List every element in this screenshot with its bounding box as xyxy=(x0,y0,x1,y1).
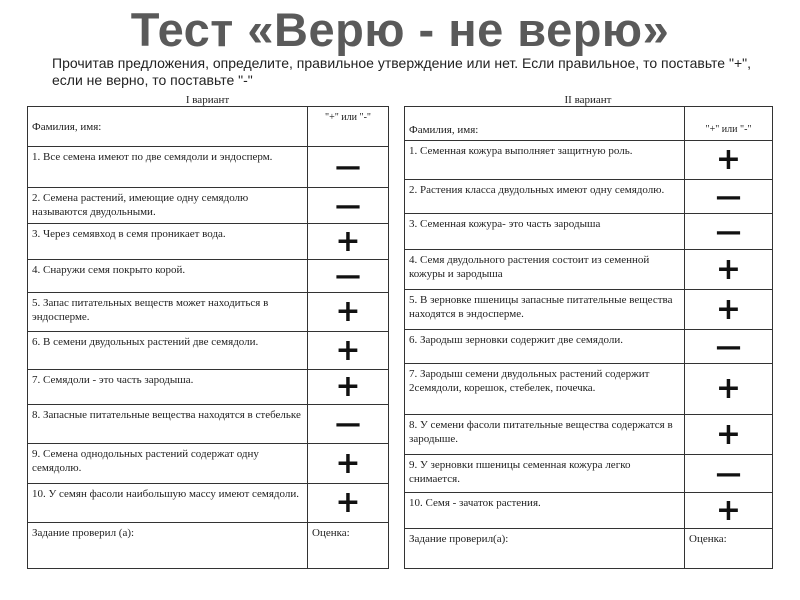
answer-cell xyxy=(308,444,389,484)
mark-header-cell: "+" или "-" xyxy=(308,107,389,147)
table-row xyxy=(28,370,389,405)
name-label-cell: Фамилия, имя: xyxy=(28,107,308,147)
table-row xyxy=(28,260,389,293)
plus-mark: + xyxy=(715,142,742,177)
minus-mark: — xyxy=(335,409,361,439)
table-row xyxy=(28,444,389,484)
table-row xyxy=(405,250,773,290)
plus-mark: + xyxy=(335,223,361,259)
table-row xyxy=(28,293,389,332)
plus-mark: + xyxy=(335,445,361,481)
statement-text: 1. Все семена имеют по две семядоли и эндосперм. xyxy=(28,147,308,188)
plus-mark: + xyxy=(715,251,742,287)
grade-cell: Оценка: xyxy=(308,523,389,569)
table-row xyxy=(405,330,773,364)
statement-text: 9. Семена однодольных растений содержат одну семядолю. xyxy=(28,444,308,484)
statement-text: 10. Семя - зачаток растения. xyxy=(405,493,685,529)
statement-text: 2. Семена растений, имеющие одну семядолю называются двудольными. xyxy=(28,188,308,224)
table-row xyxy=(405,141,773,180)
answer-cell xyxy=(308,484,389,523)
answer-cell xyxy=(308,260,389,293)
table-header-row xyxy=(28,107,389,147)
mark-header-cell: "+" или "-" xyxy=(685,107,773,141)
minus-mark: — xyxy=(715,216,742,247)
plus-mark: + xyxy=(335,485,361,520)
statement-text: 9. У зерновки пшеницы семенная кожура легко снимается. xyxy=(405,455,685,493)
plus-mark: + xyxy=(715,291,742,327)
minus-mark: — xyxy=(335,190,361,221)
plus-mark: + xyxy=(715,492,742,528)
table-row xyxy=(405,415,773,455)
variant1-table xyxy=(27,106,389,569)
statement-text: 3. Через семявход в семя проникает вода. xyxy=(28,224,308,260)
grade-cell: Оценка: xyxy=(685,529,773,569)
table-footer-row xyxy=(405,529,773,569)
plus-mark: + xyxy=(715,416,742,452)
table-row xyxy=(405,493,773,529)
statement-text: 10. У семян фасоли наибольшую массу имеют семядоли. xyxy=(28,484,308,523)
table-row xyxy=(28,484,389,523)
statement-text: 5. Запас питательных веществ может находиться в эндосперме. xyxy=(28,293,308,332)
statement-text: 6. В семени двудольных растений две семядоли. xyxy=(28,332,308,370)
answer-cell xyxy=(685,141,773,180)
answer-cell xyxy=(685,180,773,214)
table-row xyxy=(28,405,389,444)
statement-text: 1. Семенная кожура выполняет защитную роль. xyxy=(405,141,685,180)
answer-cell xyxy=(685,455,773,493)
answer-cell xyxy=(685,214,773,250)
checked-by-cell: Задание проверил (а): xyxy=(28,523,308,569)
table-footer-row xyxy=(28,523,389,569)
minus-mark: — xyxy=(335,152,361,182)
table-row xyxy=(405,290,773,330)
statement-text: 8. Запасные питательные вещества находятся в стебельке xyxy=(28,405,308,444)
checked-by-cell: Задание проверил(а): xyxy=(405,529,685,569)
answer-cell xyxy=(685,250,773,290)
statement-text: 7. Зародыш семени двудольных растений содержит 2семядоли, корешок, стебелек, почечка. xyxy=(405,364,685,415)
statement-text: 4. Снаружи семя покрыто корой. xyxy=(28,260,308,293)
plus-mark: + xyxy=(335,332,361,368)
minus-mark: — xyxy=(715,458,742,489)
answer-cell xyxy=(685,493,773,529)
answer-cell xyxy=(308,405,389,444)
statement-text: 2. Растения класса двудольных имеют одну семядолю. xyxy=(405,180,685,214)
answer-cell xyxy=(308,293,389,332)
statement-text: 7. Семядоли - это часть зародыша. xyxy=(28,370,308,405)
table-row xyxy=(405,455,773,493)
table-row xyxy=(28,332,389,370)
name-label-cell: Фамилия, имя: xyxy=(405,107,685,141)
table-header-row xyxy=(405,107,773,141)
plus-mark: + xyxy=(335,369,361,404)
answer-cell xyxy=(308,332,389,370)
table-row xyxy=(28,147,389,188)
minus-mark: — xyxy=(715,181,742,212)
answer-cell xyxy=(308,370,389,405)
statement-text: 4. Семя двудольного растения состоит из семенной кожуры и зародыша xyxy=(405,250,685,290)
table-row xyxy=(405,364,773,415)
answer-cell xyxy=(685,364,773,415)
page-title: Тест «Верю - не верю» xyxy=(130,3,670,56)
answer-cell xyxy=(308,188,389,224)
variant2-table xyxy=(404,106,773,569)
table-row xyxy=(405,214,773,250)
table-row xyxy=(28,188,389,224)
answer-cell xyxy=(308,147,389,188)
answer-cell xyxy=(685,415,773,455)
statement-text: 6. Зародыш зерновки содержит две семядоли. xyxy=(405,330,685,364)
variant1-title: I вариант xyxy=(185,94,230,106)
table-row xyxy=(28,224,389,260)
statement-text: 8. У семени фасоли питательные вещества содержатся в зародыше. xyxy=(405,415,685,455)
statement-text: 5. В зерновке пшеницы запасные питательные вещества находятся в эндосперме. xyxy=(405,290,685,330)
answer-cell xyxy=(308,224,389,260)
statement-text: 3. Семенная кожура- это часть зародыша xyxy=(405,214,685,250)
answer-cell xyxy=(685,330,773,364)
minus-mark: — xyxy=(335,261,361,291)
variant2-title: II вариант xyxy=(564,94,612,106)
plus-mark: + xyxy=(335,294,361,329)
answer-cell xyxy=(685,290,773,330)
plus-mark: + xyxy=(715,371,742,406)
instruction-text: Прочитав предложения, определите, правильное утверждение или нет. Если правильное, то поставьте "+", если не верно, то поставьте "-" xyxy=(52,55,751,88)
minus-mark: — xyxy=(715,331,742,362)
table-row xyxy=(405,180,773,214)
